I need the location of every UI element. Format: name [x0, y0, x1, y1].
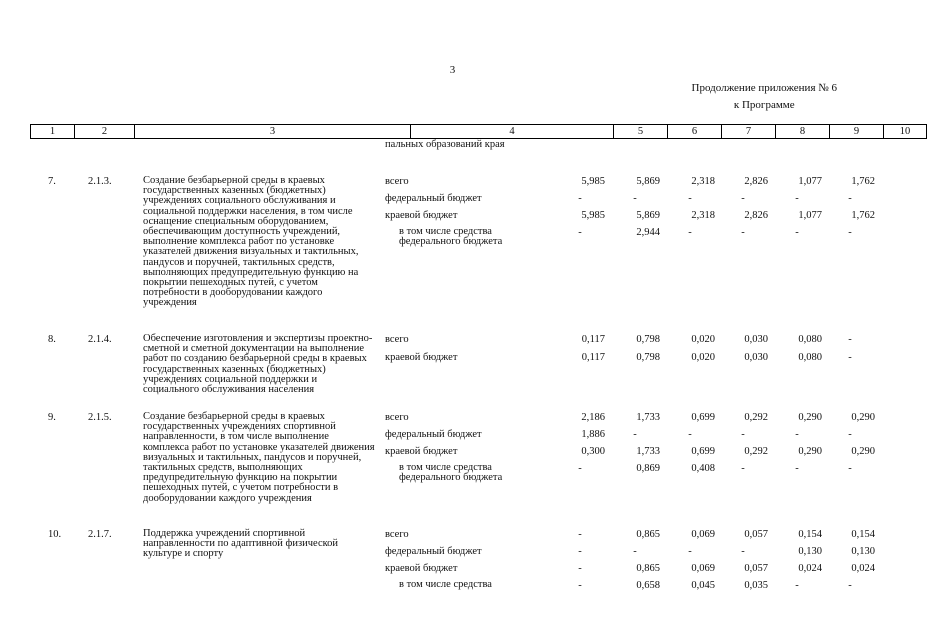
row-description: Создание безбарьерной среды в краевых государственных казенных (бюджетных) учреждениях социального обслуживания и социальной поддержки населения, в том числе оснащение специальным оборудованием, обеспечивающим доступность учреждений, выполнение комплекса работ по установке указателей движения визуальных и тактильных, пандусов и поручней, тактильных средств, выполняющих предупредительную функцию на покрытии пешеходных путей, с учетом потребности в дооборудовании каждого учреждения: [143, 175, 359, 309]
column-header-2: 2: [75, 125, 135, 139]
row-code: 2.1.7.: [88, 529, 112, 540]
funding-line: [0, 529, 905, 545]
column-header-1: 1: [31, 125, 75, 139]
funding-value-col9: 1,077: [798, 210, 822, 221]
continuation-text: пальных образований края: [385, 139, 505, 150]
funding-value-col7: 0,408: [691, 463, 715, 474]
funding-value-col5: -: [578, 227, 582, 238]
funding-value-col9: 0,290: [798, 446, 822, 457]
appendix-note-line1: Продолжение приложения № 6: [691, 82, 837, 94]
funding-value-col10: 1,762: [851, 210, 875, 221]
funding-value-col9: 0,130: [798, 546, 822, 557]
funding-value-col8: 0,035: [744, 580, 768, 591]
funding-value-col6: 0,865: [636, 563, 660, 574]
funding-value-col10: 1,762: [851, 176, 875, 187]
funding-value-col8: -: [741, 193, 745, 204]
funding-line: [0, 446, 905, 462]
funding-value-col7: -: [688, 546, 692, 557]
row-code: 2.1.4.: [88, 334, 112, 345]
funding-value-col8: -: [741, 546, 745, 557]
column-header-5: 5: [614, 125, 668, 139]
funding-value-col9: 0,290: [798, 412, 822, 423]
funding-line: [0, 563, 905, 579]
funding-value-col9: 0,080: [798, 334, 822, 345]
row-description: Поддержка учреждений спортивной направленности по адаптивной физической культуре и спорту: [143, 528, 339, 560]
column-header-table: [30, 124, 927, 139]
funding-source: федеральный бюджет: [385, 193, 482, 204]
funding-value-col8: -: [741, 429, 745, 440]
funding-line: [0, 429, 905, 445]
funding-value-col10: -: [848, 429, 852, 440]
funding-value-col5: 0,300: [581, 446, 605, 457]
funding-value-col6: -: [633, 546, 637, 557]
funding-value-col6: -: [633, 193, 637, 204]
funding-value-col9: -: [795, 227, 799, 238]
funding-source: краевой бюджет: [385, 352, 458, 363]
appendix-note-line2: к Программе: [733, 99, 795, 111]
funding-value-col6: -: [633, 429, 637, 440]
row-description: Создание безбарьерной среды в краевых государственных учреждениях спортивной направленности, в том числе выполнение комплекса работ по установке указателей движения визуальных и тактильных, пандусов и поручней, тактильных средств, выполняющих предупредительную функцию на покрытии пешеходных путей, с учетом потребности в дооборудовании каждого учреждения: [143, 411, 375, 504]
funding-value-col6: 0,658: [636, 580, 660, 591]
funding-value-col5: -: [578, 193, 582, 204]
funding-value-col6: 1,733: [636, 446, 660, 457]
column-header-8: 8: [776, 125, 830, 139]
funding-source: всего: [385, 176, 409, 187]
funding-source: краевой бюджет: [385, 210, 458, 221]
funding-value-col8: 0,030: [744, 334, 768, 345]
funding-value-col9: 0,024: [798, 563, 822, 574]
column-header-4: 4: [411, 125, 614, 139]
funding-line: [0, 226, 905, 247]
funding-line: [0, 462, 905, 483]
row-number: 10.: [48, 529, 62, 540]
funding-value-col6: 5,869: [636, 210, 660, 221]
funding-value-col5: 5,985: [581, 210, 605, 221]
funding-value-col5: -: [578, 580, 582, 591]
funding-source: всего: [385, 334, 409, 345]
funding-source: в том числе средства федерального бюджета: [399, 462, 503, 483]
funding-value-col6: 0,798: [636, 334, 660, 345]
funding-value-col6: 1,733: [636, 412, 660, 423]
funding-value-col9: 1,077: [798, 176, 822, 187]
funding-value-col5: -: [578, 563, 582, 574]
funding-value-col10: -: [848, 193, 852, 204]
funding-value-col9: -: [795, 580, 799, 591]
funding-line: [0, 352, 905, 368]
funding-value-col10: -: [848, 580, 852, 591]
funding-value-col7: 0,020: [691, 352, 715, 363]
funding-source: в том числе средства: [399, 579, 492, 590]
funding-value-col10: -: [848, 334, 852, 345]
funding-value-col9: -: [795, 193, 799, 204]
funding-value-col10: 0,290: [851, 446, 875, 457]
column-header-9: 9: [830, 125, 884, 139]
column-header-6: 6: [668, 125, 722, 139]
funding-value-col8: 0,057: [744, 529, 768, 540]
row-description: Обеспечение изготовления и экспертизы проектно-сметной и сметной документации на выполнение работ по созданию безбарьерной среды в краевых государственных казенных (бюджетных) учреждениях социальной поддержки и социального обслуживания населения: [143, 333, 373, 396]
column-header-10: 10: [884, 125, 927, 139]
funding-value-col5: 0,117: [581, 334, 605, 345]
funding-value-col10: 0,130: [851, 546, 875, 557]
funding-line: [0, 580, 905, 596]
column-header-7: 7: [722, 125, 776, 139]
funding-line: [0, 193, 905, 209]
funding-value-col6: 2,944: [636, 227, 660, 238]
row-number: 8.: [48, 334, 56, 345]
funding-value-col5: 2,186: [581, 412, 605, 423]
appendix-note: [692, 80, 837, 114]
funding-line: [0, 334, 905, 350]
funding-value-col10: 0,154: [851, 529, 875, 540]
funding-source: федеральный бюджет: [385, 429, 482, 440]
funding-value-col7: 0,020: [691, 334, 715, 345]
funding-value-col8: -: [741, 463, 745, 474]
funding-value-col8: 0,292: [744, 412, 768, 423]
funding-value-col10: -: [848, 352, 852, 363]
column-header-row: [31, 125, 927, 139]
funding-value-col9: 0,154: [798, 529, 822, 540]
funding-value-col10: 0,024: [851, 563, 875, 574]
funding-value-col8: -: [741, 227, 745, 238]
funding-source: краевой бюджет: [385, 446, 458, 457]
funding-value-col10: 0,290: [851, 412, 875, 423]
funding-value-col8: 2,826: [744, 176, 768, 187]
row-number: 9.: [48, 412, 56, 423]
funding-value-col8: 0,030: [744, 352, 768, 363]
funding-value-col7: 0,069: [691, 529, 715, 540]
funding-value-col7: 0,069: [691, 563, 715, 574]
funding-value-col10: -: [848, 227, 852, 238]
funding-value-col5: -: [578, 529, 582, 540]
funding-value-col7: 2,318: [691, 176, 715, 187]
funding-value-col5: -: [578, 463, 582, 474]
row-code: 2.1.5.: [88, 412, 112, 423]
funding-value-col5: 5,985: [581, 176, 605, 187]
funding-value-col7: 0,045: [691, 580, 715, 591]
funding-value-col5: 0,117: [581, 352, 605, 363]
funding-value-col9: -: [795, 463, 799, 474]
funding-value-col5: -: [578, 546, 582, 557]
funding-source: в том числе средства федерального бюджета: [399, 226, 503, 247]
funding-line: [0, 546, 905, 562]
funding-line: [0, 210, 905, 226]
funding-value-col9: -: [795, 429, 799, 440]
funding-value-col7: 2,318: [691, 210, 715, 221]
page-number: 3: [449, 64, 456, 76]
funding-value-col7: 0,699: [691, 446, 715, 457]
funding-value-col9: 0,080: [798, 352, 822, 363]
funding-value-col8: 0,292: [744, 446, 768, 457]
funding-source: всего: [385, 412, 409, 423]
funding-line: [0, 412, 905, 428]
column-header-3: 3: [135, 125, 411, 139]
funding-value-col8: 2,826: [744, 210, 768, 221]
row-code: 2.1.3.: [88, 176, 112, 187]
row-number: 7.: [48, 176, 56, 187]
funding-value-col7: -: [688, 429, 692, 440]
funding-value-col6: 5,869: [636, 176, 660, 187]
funding-value-col8: 0,057: [744, 563, 768, 574]
funding-line: [0, 176, 905, 192]
funding-value-col6: 0,798: [636, 352, 660, 363]
funding-value-col10: -: [848, 463, 852, 474]
funding-value-col7: 0,699: [691, 412, 715, 423]
funding-value-col7: -: [688, 193, 692, 204]
funding-source: краевой бюджет: [385, 563, 458, 574]
funding-source: всего: [385, 529, 409, 540]
funding-value-col6: 0,865: [636, 529, 660, 540]
funding-value-col6: 0,869: [636, 463, 660, 474]
funding-value-col5: 1,886: [581, 429, 605, 440]
funding-value-col7: -: [688, 227, 692, 238]
funding-source: федеральный бюджет: [385, 546, 482, 557]
